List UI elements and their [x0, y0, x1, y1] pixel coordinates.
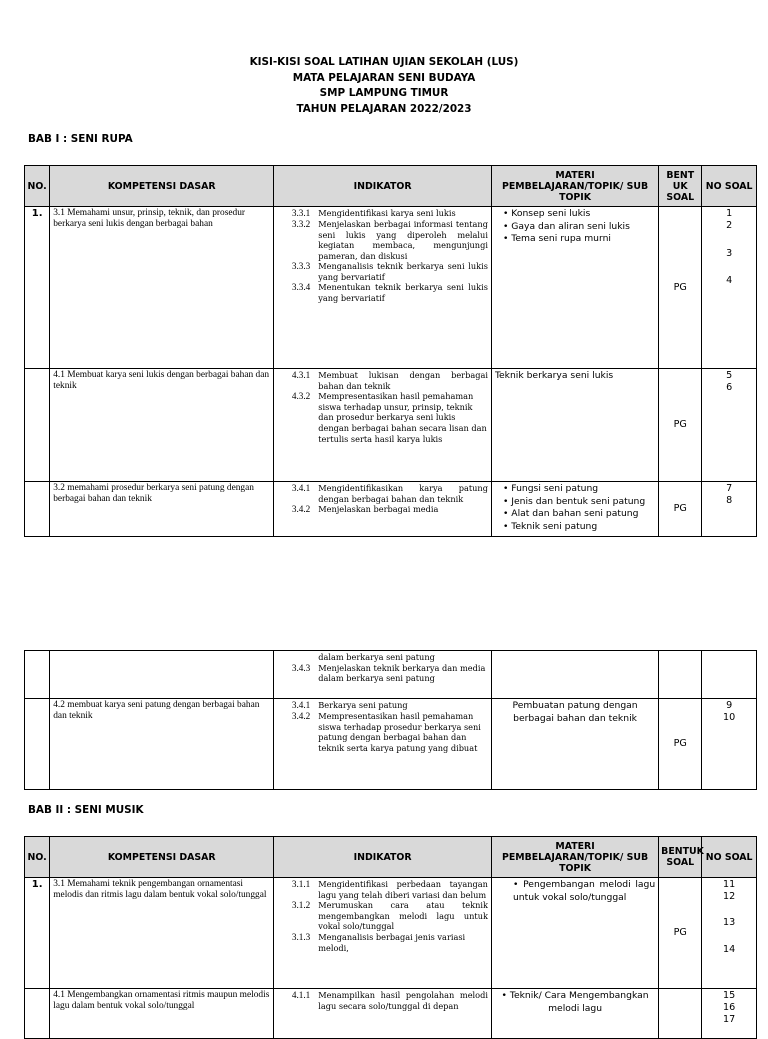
indikator-item: 3.3.4 Menentukan teknik berkarya seni lukis yang bervariatif — [291, 282, 488, 304]
table-row — [25, 699, 757, 790]
bab1-table-continued — [24, 650, 757, 790]
row-no — [25, 651, 50, 699]
bab2-heading: BAB II : SENI MUSIK — [28, 804, 144, 816]
list-item: • Teknik/ Cara Mengembangkan melodi lagu — [495, 990, 655, 1015]
col-no-soal: NO SOAL — [702, 166, 757, 207]
kompetensi-dasar: 4.2 membuat karya seni patung dengan berbagai bahan dan teknik — [50, 699, 274, 790]
indikator-item: 3.4.3 Menjelaskan teknik berkarya dan media dalam berkarya seni patung — [291, 662, 486, 684]
table-row — [25, 369, 757, 482]
materi — [491, 651, 658, 699]
col-kd: KOMPETENSI DASAR — [50, 837, 274, 878]
row-no: 1. — [25, 207, 50, 369]
bab1-heading: BAB I : SENI RUPA — [28, 133, 133, 145]
title-line-4: TAHUN PELAJARAN 2022/2023 — [296, 102, 472, 115]
bentuk-soal: PG — [659, 482, 702, 537]
col-materi: MATERI PEMBELAJARAN/TOPIK/ SUB TOPIK — [491, 837, 658, 878]
kompetensi-dasar: 3.1 Memahami unsur, prinsip, teknik, dan prosedur berkarya seni lukis dengan berbagai bahan — [50, 207, 274, 369]
list-item: • Konsep seni lukis — [503, 208, 655, 221]
no-soal: 9 10 — [702, 699, 757, 790]
title-line-2: MATA PELAJARAN SENI BUDAYA — [292, 71, 476, 84]
indikator-item: 3.3.1 Mengidentifikasi karya seni lukis — [291, 208, 456, 218]
col-bentuk: BENT UK SOAL — [659, 166, 702, 207]
row-no — [25, 989, 50, 1039]
row-no: 1. — [25, 878, 50, 989]
indikator-item: 4.3.1 Membuat lukisan dengan berbagai bahan dan teknik — [291, 370, 488, 391]
document-title — [0, 55, 768, 117]
indikator-list — [274, 482, 492, 537]
bentuk-soal: PG — [659, 369, 702, 482]
indikator-item: 4.1.1 Menampilkan hasil pengolahan melodi lagu secara solo/tunggal di depan — [291, 990, 488, 1011]
indikator-item: 3.1.1 Mengidentifikasi perbedaan tayangan lagu yang telah diberi variasi dan belum — [291, 879, 488, 900]
indikator-item: 3.1.2 Merumuskan cara atau teknik mengembangkan melodi lagu untuk vokal solo/tunggal — [291, 900, 488, 932]
col-no: NO. — [25, 166, 50, 207]
materi — [491, 207, 658, 369]
col-no-soal: NO SOAL — [702, 837, 757, 878]
indikator-item: 3.1.3 Menganalisis berbagai jenis variasi melodi, — [291, 931, 466, 953]
indikator-item: 3.3.2 Menjelaskan berbagai informasi tentang seni lukis yang diperoleh melalui kegiatan membaca, mengunjungi pameran, dan diskusi — [291, 218, 488, 261]
list-item: • Jenis dan bentuk seni patung — [503, 496, 655, 509]
table-row — [25, 207, 757, 369]
no-soal: 1 2 3 4 — [702, 207, 757, 369]
indikator-item: 3.4.2 Mempresentasikan hasil pemahaman siswa terhadap prosedur berkarya seni patung dengan berbagai bahan dan teknik serta karya patung yang dibuat — [291, 710, 481, 753]
kompetensi-dasar: 3.2 memahami prosedur berkarya seni patung dengan berbagai bahan dan teknik — [50, 482, 274, 537]
indikator-item: dalam berkarya seni patung — [318, 652, 435, 662]
no-soal: 11 12 13 14 — [702, 878, 757, 989]
materi: Teknik berkarya seni lukis — [491, 369, 658, 482]
bab2-table — [24, 836, 757, 1039]
materi — [491, 482, 658, 537]
table-row — [25, 878, 757, 989]
col-kd: KOMPETENSI DASAR — [50, 166, 274, 207]
table-header-row — [25, 166, 757, 207]
kompetensi-dasar: 4.1 Mengembangkan ornamentasi ritmis maupun melodis lagu dalam bentuk vokal solo/tunggal — [50, 989, 274, 1039]
indikator-item: 3.4.2 Menjelaskan berbagai media — [291, 504, 439, 515]
indikator-item: 4.3.2 Mempresentasikan hasil pemahaman siswa terhadap unsur, prinsip, teknik dan prosedur berkarya seni lukis dengan berbagai bahan secara lisan dan tertulis serta hasil karya lukis — [291, 391, 487, 444]
materi — [491, 989, 658, 1039]
title-line-3: SMP LAMPUNG TIMUR — [319, 87, 449, 99]
col-indikator: INDIKATOR — [274, 166, 492, 207]
col-indikator: INDIKATOR — [274, 837, 492, 878]
table-header-row — [25, 837, 757, 878]
title-line-1: KISI-KISI SOAL LATIHAN UJIAN SEKOLAH (LUS) — [249, 56, 519, 68]
no-soal: 15 16 17 — [702, 989, 757, 1039]
list-item: • Fungsi seni patung — [503, 483, 655, 496]
bentuk-soal — [659, 651, 702, 699]
indikator-list — [274, 207, 492, 369]
materi: Pembuatan patung dengan berbagai bahan dan teknik — [491, 699, 658, 790]
table-row — [25, 482, 757, 537]
row-no — [25, 482, 50, 537]
indikator-list — [274, 369, 492, 482]
indikator-list — [274, 651, 492, 699]
table-row — [25, 989, 757, 1039]
indikator-item: 3.4.1 Berkarya seni patung — [291, 700, 408, 710]
kompetensi-dasar — [50, 651, 274, 699]
col-bentuk: BENTUK SOAL — [659, 837, 702, 878]
row-no — [25, 699, 50, 790]
list-item: • Alat dan bahan seni patung — [503, 508, 655, 521]
no-soal: 5 6 — [702, 369, 757, 482]
bentuk-soal: PG — [659, 699, 702, 790]
kompetensi-dasar: 4.1 Membuat karya seni lukis dengan berbagai bahan dan teknik — [50, 369, 274, 482]
bentuk-soal: PG — [659, 207, 702, 369]
list-item: • Gaya dan aliran seni lukis — [503, 221, 655, 234]
kompetensi-dasar: 3.1 Memahami teknik pengembangan ornamentasi melodis dan ritmis lagu dalam bentuk vokal solo/tunggal — [50, 878, 274, 989]
bentuk-soal: PG — [659, 878, 702, 989]
indikator-item: 3.4.1 Mengidentifikasikan karya patung dengan berbagai bahan dan teknik — [291, 483, 488, 504]
bentuk-soal — [659, 989, 702, 1039]
materi — [491, 878, 658, 989]
list-item: • Pengembangan melodi lagu untuk vokal solo/tunggal — [513, 879, 655, 904]
col-no: NO. — [25, 837, 50, 878]
indikator-list — [274, 989, 492, 1039]
list-item: • Teknik seni patung — [503, 521, 655, 534]
table-row — [25, 651, 757, 699]
list-item: • Tema seni rupa murni — [503, 233, 655, 246]
indikator-list — [274, 878, 492, 989]
indikator-list — [274, 699, 492, 790]
bab1-table — [24, 165, 757, 537]
row-no — [25, 369, 50, 482]
no-soal — [702, 651, 757, 699]
col-materi: MATERI PEMBELAJARAN/TOPIK/ SUB TOPIK — [491, 166, 658, 207]
indikator-item: 3.3.3 Menganalisis teknik berkarya seni lukis yang bervariatif — [291, 261, 488, 282]
no-soal: 7 8 — [702, 482, 757, 537]
